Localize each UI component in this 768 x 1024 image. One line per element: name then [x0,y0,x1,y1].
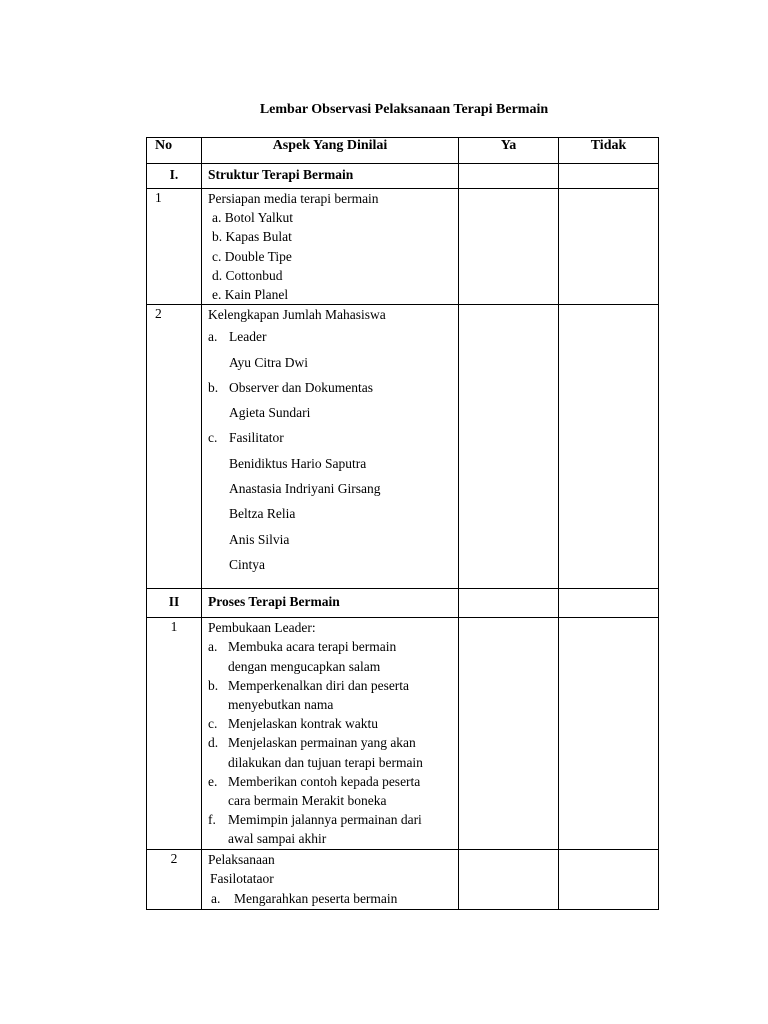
list-item: a. Membuka acara terapi bermain [208,639,397,655]
section-title: Struktur Terapi Bermain [202,164,459,189]
role-label: Fasilotataor [210,871,274,887]
table-header-row [147,138,659,164]
list-item: e. Memberikan contoh kepada peserta [208,773,421,789]
list-item: c. Double Tipe [212,248,292,264]
list-item: f. Memimpin jalannya permainan dari [208,812,422,828]
member-name: Benidiktus Hario Saputra [229,455,367,471]
row-number: 1 [147,189,202,305]
list-item: b. Kapas Bulat [212,229,292,245]
member-name: Cintya [229,556,265,572]
member-name: Anastasia Indriyani Girsang [229,481,381,496]
aspek-cell [202,189,459,305]
table-row [147,618,659,850]
row-number: 2 [147,850,202,910]
observation-table [146,137,659,910]
section-number: II [147,589,202,618]
list-item-continued: dengan mengucapkan salam [228,658,381,674]
section-row-proses [147,589,659,618]
aspek-cell [202,618,459,850]
row-lead: Kelengkapan Jumlah Mahasiswa [208,307,386,323]
member-name: Beltza Relia [229,506,296,522]
document-title: Lembar Observasi Pelaksanaan Terapi Bermain [259,102,549,117]
opening-steps-list [208,637,451,848]
ya-cell[interactable] [459,589,559,618]
list-item-continued: awal sampai akhir [228,831,327,847]
list-item-continued: cara bermain Merakit boneka [228,793,387,809]
row-lead: Pelaksanaan [208,852,275,868]
section-row-struktur [147,164,659,189]
tidak-cell[interactable] [559,618,659,850]
member-name: Anis Silvia [229,531,290,547]
section-title: Proses Terapi Bermain [202,589,459,618]
table-row [147,850,659,910]
row-lead: Persiapan media terapi bermain [208,191,379,206]
list-item: c. Fasilitator [208,430,284,446]
list-item-continued: dilakukan dan tujuan terapi bermain [228,754,423,770]
ya-cell[interactable] [459,164,559,189]
row-lead: Pembukaan Leader: [208,620,316,636]
ya-cell[interactable] [459,305,559,589]
tidak-cell[interactable] [559,164,659,189]
header-ya: Ya [459,138,559,164]
ya-cell[interactable] [459,189,559,305]
ya-cell[interactable] [459,618,559,850]
list-item: d. Cottonbud [212,267,283,283]
list-item: b. Observer dan Dokumentas [208,379,373,395]
list-item: a. Botol Yalkut [212,210,294,226]
list-item: c. Menjelaskan kontrak waktu [208,716,378,732]
row-number: 2 [147,305,202,589]
tidak-cell[interactable] [559,589,659,618]
member-name: Ayu Citra Dwi [229,354,309,370]
tidak-cell[interactable] [559,305,659,589]
table-row [147,305,659,589]
ya-cell[interactable] [459,850,559,910]
row-number: 1 [147,618,202,850]
list-item: a. Mengarahkan peserta bermain [211,890,398,906]
table-row [147,189,659,305]
aspek-cell [202,850,459,910]
tidak-cell[interactable] [559,850,659,910]
header-tidak: Tidak [559,138,659,164]
list-item-continued: menyebutkan nama [228,697,334,713]
list-item: a. Leader [208,329,267,345]
tidak-cell[interactable] [559,189,659,305]
list-item: d. Menjelaskan permainan yang akan [208,735,416,751]
member-name: Agieta Sundari [229,405,311,421]
aspek-cell [202,305,459,589]
list-item: e. Kain Planel [212,287,289,303]
header-no: No [147,138,202,164]
section-number: I. [147,164,202,189]
list-item: b. Memperkenalkan diri dan peserta [208,677,410,693]
header-aspek: Aspek Yang Dinilai [202,138,459,164]
